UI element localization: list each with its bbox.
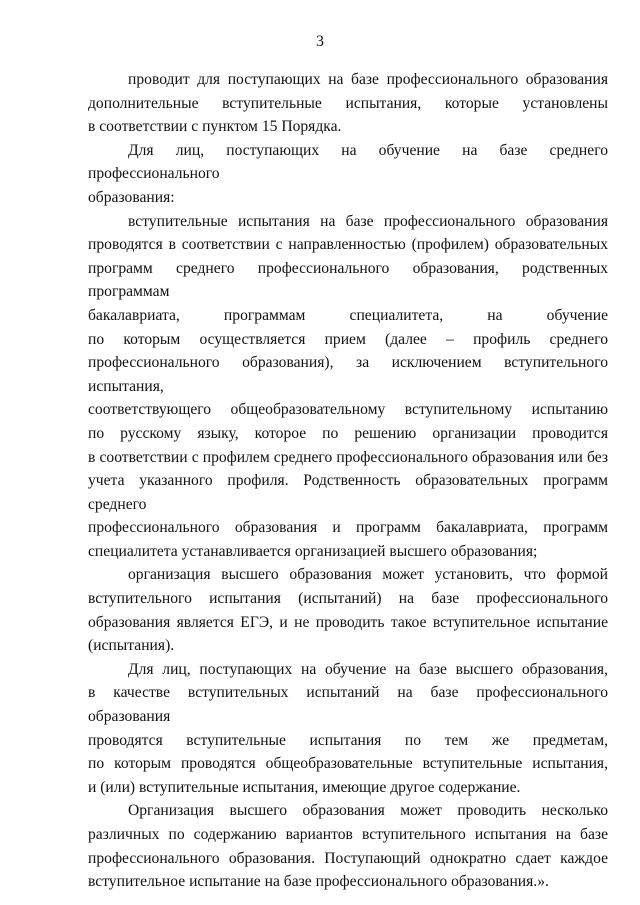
text-line: Для лиц, поступающих на обучение на базе высшего образования, xyxy=(128,660,608,678)
document-body xyxy=(88,68,608,894)
text-line: по которым осуществляется прием (далее – профиль среднего xyxy=(88,330,608,348)
text-line: вступительного испытания (испытаний) на базе профессионального xyxy=(88,590,608,608)
text-line: организация высшего образования может установить, что формой xyxy=(128,566,608,584)
paragraph xyxy=(88,658,608,800)
paragraph xyxy=(88,799,608,893)
text-line: профессионального образования), за исключением вступительного испытания, xyxy=(88,354,608,395)
text-line: и (или) вступительные испытания, имеющие другое содержание. xyxy=(88,778,521,796)
text-line: программ среднего профессионального образования, родственных программам xyxy=(88,259,608,301)
paragraph xyxy=(88,68,608,139)
paragraph xyxy=(88,563,608,657)
text-line: проводятся в соответствии с направленностью (профилем) образовательных xyxy=(88,236,608,254)
paragraph xyxy=(88,210,608,564)
text-line: различных по содержанию вариантов вступительного испытания на базе xyxy=(88,826,608,843)
text-line: учета указанного профиля. Родственность образовательных программ среднего xyxy=(88,472,608,513)
text-line: в соответствии с профилем среднего профессионального образования или без xyxy=(88,448,608,466)
text-line: проводятся вступительные испытания по тем же предметам, xyxy=(88,731,608,749)
text-line: проводит для поступающих на базе профессионального образования xyxy=(128,71,608,88)
text-line: в качестве вступительных испытаний на базе профессионального образования xyxy=(88,684,608,726)
text-line: Организация высшего образования может проводить несколько xyxy=(128,802,608,820)
text-line: по которым проводятся общеобразовательные вступительные испытания, xyxy=(88,755,608,773)
paragraph xyxy=(88,139,608,210)
text-line: вступительные испытания на базе профессионального образования xyxy=(128,212,608,230)
page-number: 3 xyxy=(316,33,324,50)
text-line: образования: xyxy=(88,188,175,206)
text-line: дополнительные вступительные испытания, которые установлены xyxy=(88,94,608,112)
text-line: образования является ЕГЭ, и не проводить такое вступительное испытание xyxy=(88,613,608,631)
text-line: Для лиц, поступающих на обучение на базе среднего профессионального xyxy=(88,141,608,183)
text-line: в соответствии с пунктом 15 Порядка. xyxy=(88,118,342,136)
text-line: профессионального образования. Поступающий однократно сдает каждое xyxy=(88,849,608,867)
text-line: по русскому языку, которое по решению организации проводится xyxy=(88,424,608,442)
text-line: (испытания). xyxy=(88,637,175,655)
text-line: бакалавриата, программам специалитета, на обучение xyxy=(88,306,608,324)
text-line: профессионального образования и программ бакалавриата, программ xyxy=(88,519,608,537)
text-line: специалитета устанавливается организацией высшего образования; xyxy=(88,542,538,560)
text-line: вступительное испытание на базе профессионального образования.». xyxy=(88,873,549,891)
text-line: соответствующего общеобразовательному вступительному испытанию xyxy=(88,401,608,419)
